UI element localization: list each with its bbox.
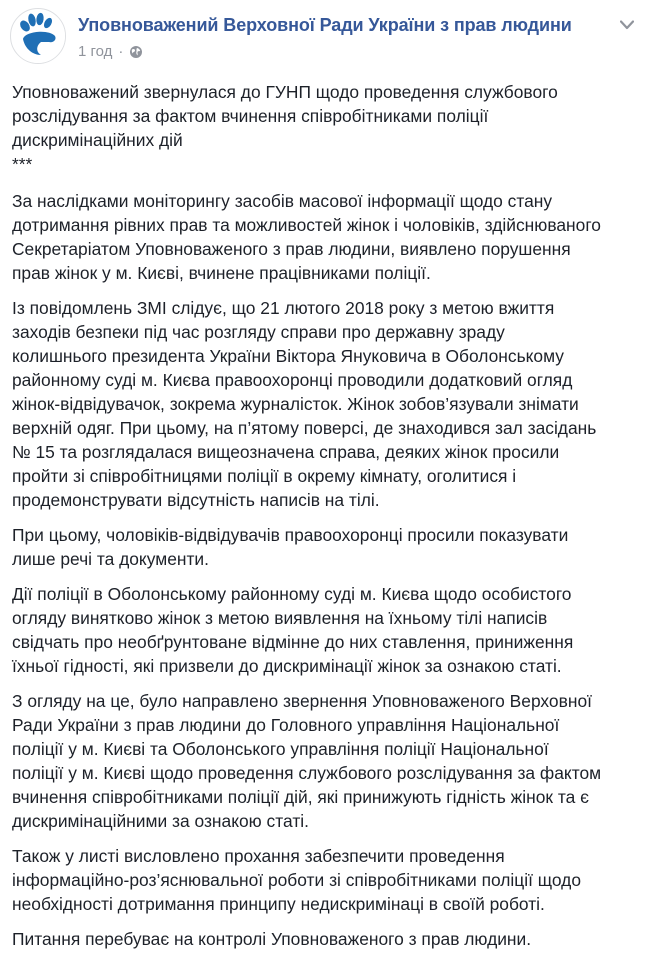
page-name-link[interactable]: Уповноважений Верховної Ради України з прав людини — [78, 15, 572, 35]
post-paragraph: Питання перебуває на контролі Уповноваженого з прав людини. — [12, 929, 532, 949]
post-paragraph: Дії поліції в Оболонському районному суді м. Києва щодо особистого огляду винятково жінок з метою виявлення на їхньому тілі написів свідчать про необґрунтоване відмінне до них ставлення, приниження їхньої гідності, які призвели до дискримінації жінок за ознакою статі. — [12, 584, 574, 676]
post-timestamp[interactable]: 1 год — [78, 43, 113, 60]
avatar[interactable] — [10, 8, 66, 64]
post-options-button[interactable] — [614, 12, 640, 38]
post-paragraph: Також у листі висловлено прохання забезпечити проведення інформаційно-роз’яснювальної роботи зі співробітниками поліції щодо необхідності дотримання принципу недискримінаці в своїй роботі. — [12, 846, 581, 914]
post-paragraph: Уповноважений звернулася до ГУНП щодо проведення службового розслідування за фактом вчинення співробітниками поліції дискримінаційних дій *** — [12, 82, 558, 174]
chevron-down-icon — [620, 20, 634, 30]
post-header — [10, 8, 640, 68]
globe-icon[interactable] — [129, 45, 143, 59]
post-paragraph: При цьому, чоловіків-відвідувачів правоохоронці просили показувати лише речі та документи. — [12, 525, 569, 569]
post-paragraph: З огляду на це, було направлено звернення Уповноваженого Верховної Ради України з прав людини до Головного управління Національної поліції у м. Києві та Оболонського управління поліції Національної поліції у м. Києві щодо проведення службового розслідування за фактом вчинення співробітниками поліції дій, які принижують гідність жінок та є дискримінаційними за ознакою статі. — [12, 691, 602, 831]
meta-separator: · — [118, 43, 124, 60]
post-meta — [78, 43, 143, 60]
ombudsman-logo-icon — [11, 9, 66, 64]
post-paragraph: Із повідомлень ЗМІ слідує, що 21 лютого 2018 року з метою вжиття заходів безпеки під час розгляду справи про державну зраду колишнього президента України Віктора Януковича в Оболонському районному суді м. Києва правоохоронці проводили додатковий огляд жінок-відвідувачок, зокрема журналісток. Жінок зобов’язували знімати верхній одяг. При цьому, на п’ятому поверсі, де знаходився зал засідань № 15 та розглядалася вищеозначена справа, деяких жінок просили пройти зі співробітницями поліції в окрему кімнату, оголитися і продемонструвати відсутність написів на тілі. — [12, 298, 597, 510]
post-paragraph: За наслідками моніторингу засобів масової інформації щодо стану дотримання рівних прав та можливостей жінок і чоловіків, здійснюваного Секретаріатом Уповноваженого з прав людини, виявлено порушення прав жінок у м. Києві, вчинене працівниками поліції. — [12, 191, 601, 283]
post-body — [12, 80, 640, 962]
